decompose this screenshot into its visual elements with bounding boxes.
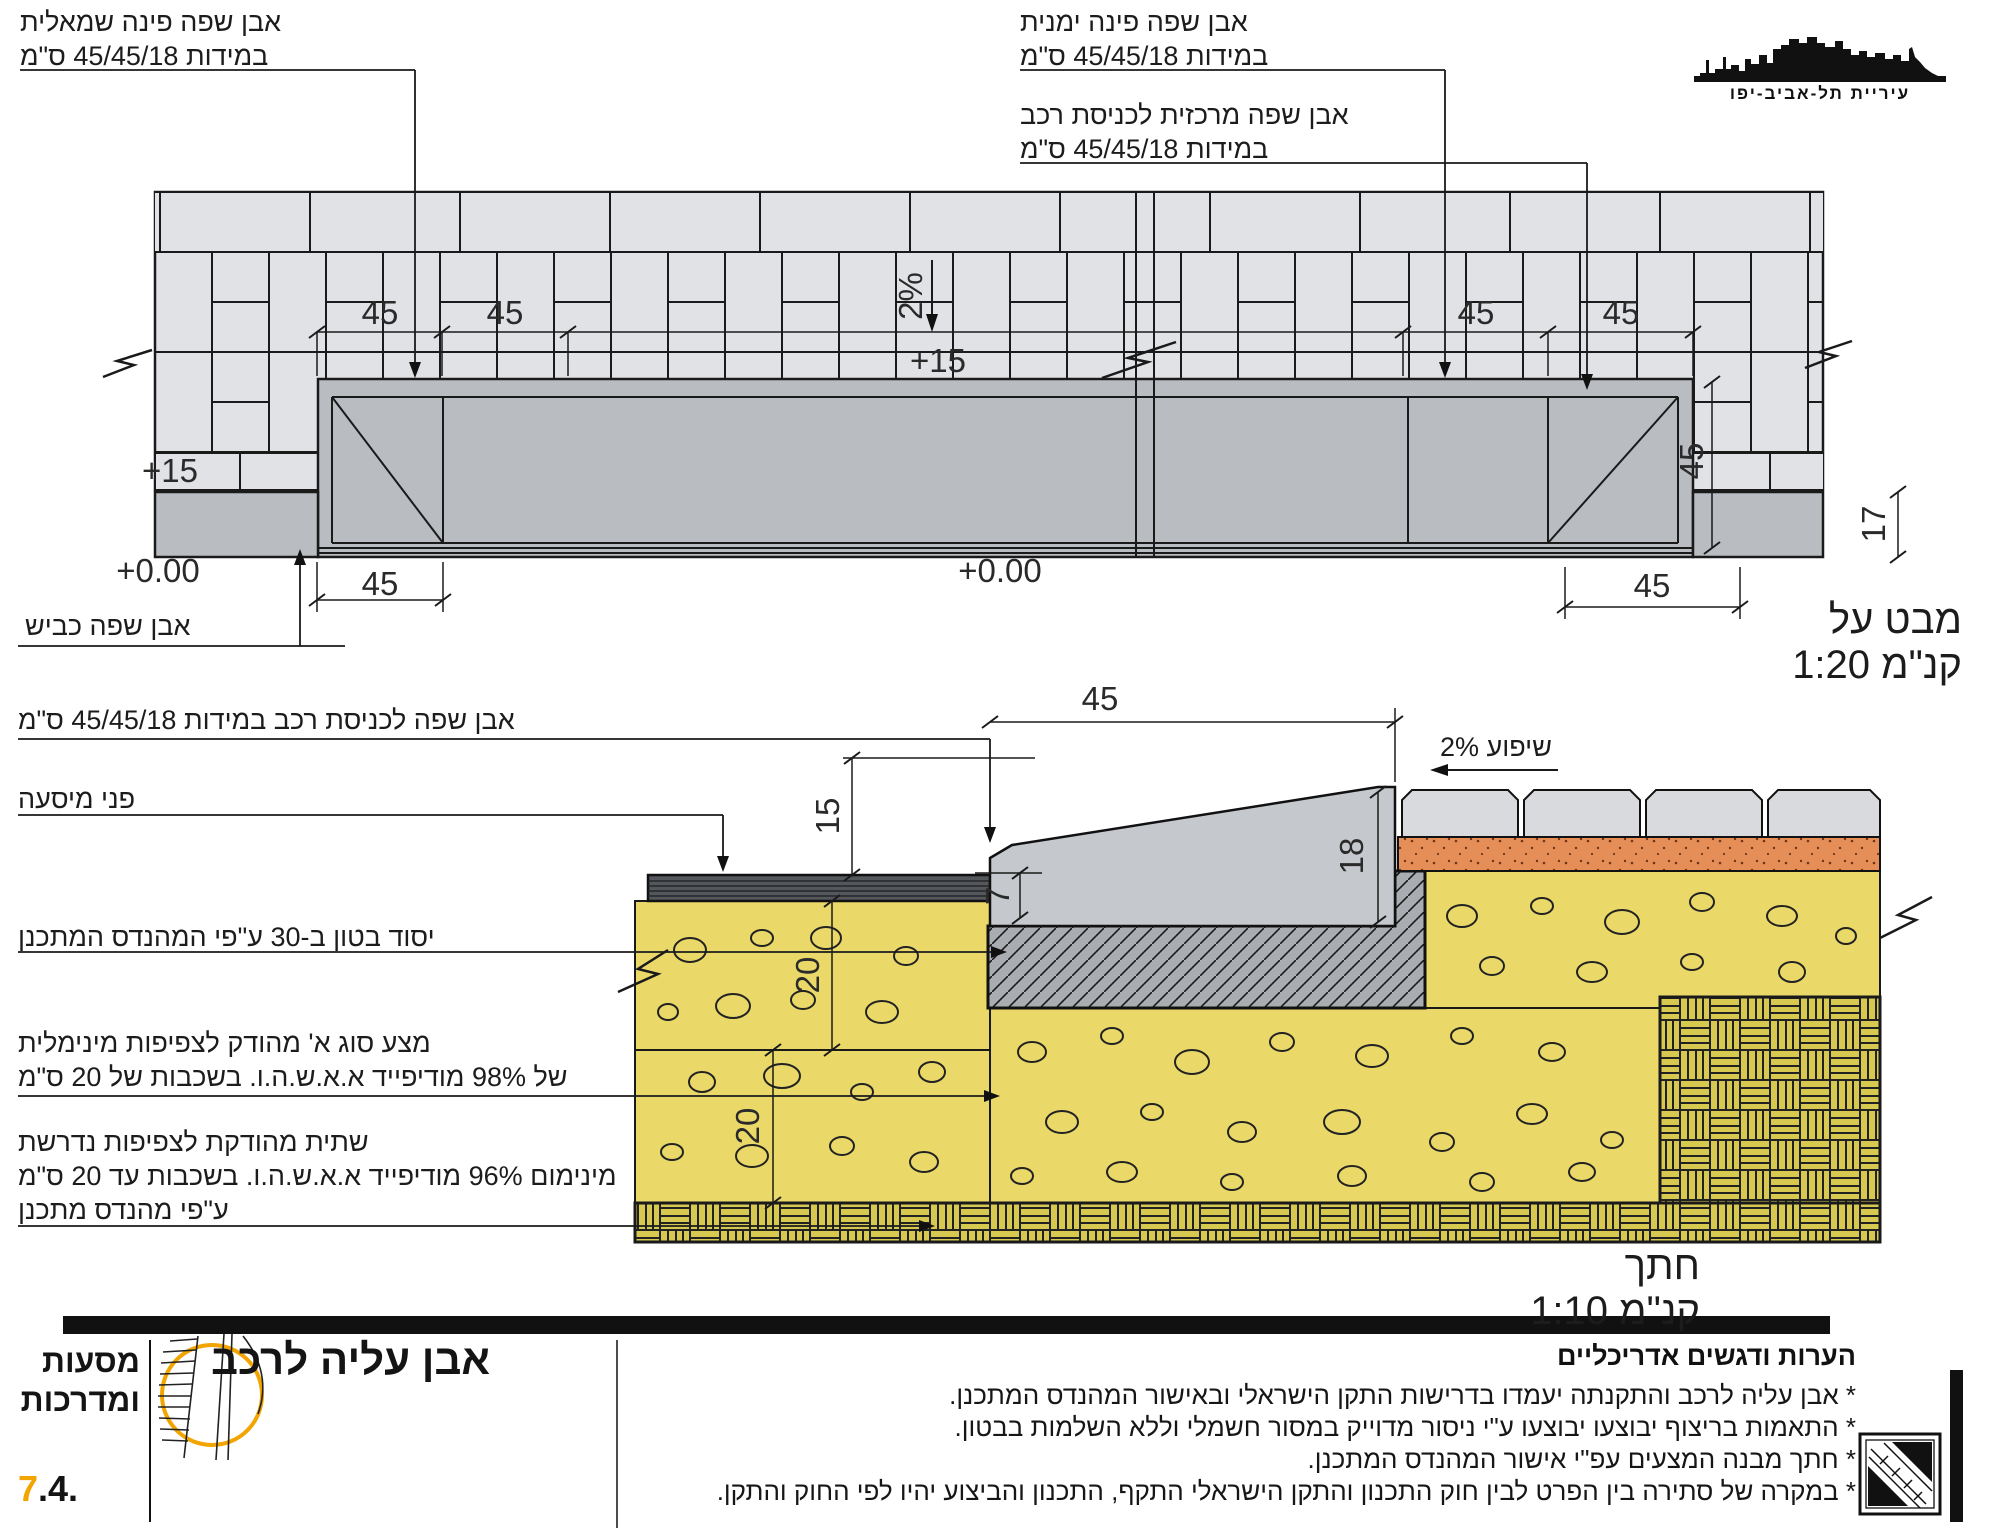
sheet-title: אבן עליה לרכב [211,1336,490,1383]
label-line: מצע סוג א' מהודק לצפיפות מינימלית [18,1028,431,1058]
label-entry-curb: אבן שפה לכניסת רכב במידות 45/45/18 ס"מ [18,705,515,735]
municipality-logo-text: עיריית תל-אביב-יפו [1729,84,1911,103]
break-symbol [1880,897,1932,938]
slope-arrow-icon [1430,764,1448,776]
road-strip-left [155,492,318,557]
elevation-scale: קנ"מ 1:20 [1792,643,1962,687]
dim-45-top-3: 45 [1457,294,1495,331]
page-number-suffix: .4. [38,1468,79,1509]
granular-base-mid [990,1008,1660,1203]
page-number-prefix: 7 [18,1468,39,1509]
callout-line: אבן שפה פינה ימנית [1020,7,1248,37]
slope-2pct-elevation: 2% [892,272,929,320]
callout-line: במידות 45/45/18 ס"מ [1020,40,1269,71]
sand-bedding [1398,837,1880,871]
callout-central-stone [1020,99,1349,167]
dim-15: 15 [809,797,846,835]
asphalt-layers [648,875,990,901]
level-0-center: +0.00 [958,552,1042,589]
dim-20-bottom: 20 [729,1107,766,1145]
municipality-logo-skyline [1694,37,1946,82]
label-subgrade [18,1126,617,1227]
note-item: * חתך מבנה המצעים עפ"י אישור המהנדס המתכנן. [1307,1444,1856,1474]
category-line: מסעות [42,1343,140,1379]
category-label [8,1342,140,1420]
callout-line: במידות 45/45/18 ס"מ [20,40,269,71]
callout-right-corner-stone [1020,6,1268,74]
label-road-curb: אבן שפה כביש [25,611,191,641]
leader-arrow-icon [717,856,729,872]
note-item: * במקרה של סתירה בין הפרט לבין חוק התכנון והתקן הישראלי התקף, התכנון והביצוע יהיו לפי החוק והתקן. [716,1476,1856,1506]
label-foundation: יסוד בטון ב-30 ע"פי המהנדס המתכנן [18,922,435,952]
dim-18: 18 [1333,837,1370,875]
curb-detail-icon [1860,1434,1940,1514]
category-line: ומדרכות [20,1382,140,1419]
dim-45-bottom-left: 45 [361,565,399,602]
dim-45-vertical: 45 [1673,442,1710,480]
note-item: * אבן עליה לרכב והתקנתה יעמדו בדרישות התקן הישראלי ובאישור המהנדס המתכנן. [949,1380,1856,1410]
granular-base-right [1425,871,1880,1008]
section-scale: קנ"מ 1:10 [1530,1289,1700,1333]
label-line: של 98% מודיפייד א.א.ש.ה.ו. בשכבות של 20 ס"מ [18,1061,568,1092]
subgrade-strip [635,1203,1880,1242]
sidewalk-pavers [1402,790,1880,837]
dim-17: 17 [1855,505,1892,543]
dim-45-top-2: 45 [486,294,524,331]
label-slope-2pct: שיפוע 2% [1440,732,1552,762]
label-base-course [18,1027,568,1095]
callout-left-corner-stone [20,6,281,74]
dim-20-top: 20 [789,956,826,994]
break-symbol [103,350,152,377]
note-item: * התאמות בריצוף יבוצעו יבוצעו ע"י ניסור מדוייק במסור חשמלי וללא השלמות בבטון. [954,1412,1856,1442]
level-0-left: +0.00 [116,552,200,589]
dim-45-top-1: 45 [361,294,399,331]
level-plus15-center: +15 [910,342,966,379]
callout-line: אבן שפה מרכזית לכניסת רכב [1020,100,1349,130]
label-road-surface: פני מיסעה [18,784,136,814]
notes-header: הערות ודגשים אדריכליים [1556,1341,1856,1371]
label-line: ע"פי מהנדס מתכנן [18,1194,229,1225]
label-line: שתית מהודקת לצפיפות נדרשת [18,1127,369,1157]
callout-line: אבן שפה פינה שמאלית [20,7,282,37]
page-number [18,1468,78,1510]
dim-45-section: 45 [1081,680,1119,717]
elevation-title: מבט על [1828,598,1962,642]
dim-45-top-4: 45 [1602,294,1640,331]
level-plus15-left: +15 [142,452,198,489]
label-line: מינימום 96% מודיפייד א.א.ש.ה.ו. בשכבות עד 20 ס"מ [18,1160,617,1191]
ramp-band [318,379,1693,557]
section-title: חתך [1624,1244,1700,1288]
right-edge-bar [1950,1370,1963,1522]
dim-7: 7 [979,886,1016,906]
callout-line: במידות 45/45/18 ס"מ [1020,133,1269,164]
leader-arrow-icon [984,827,996,843]
dim-45-bottom-right: 45 [1633,567,1671,604]
